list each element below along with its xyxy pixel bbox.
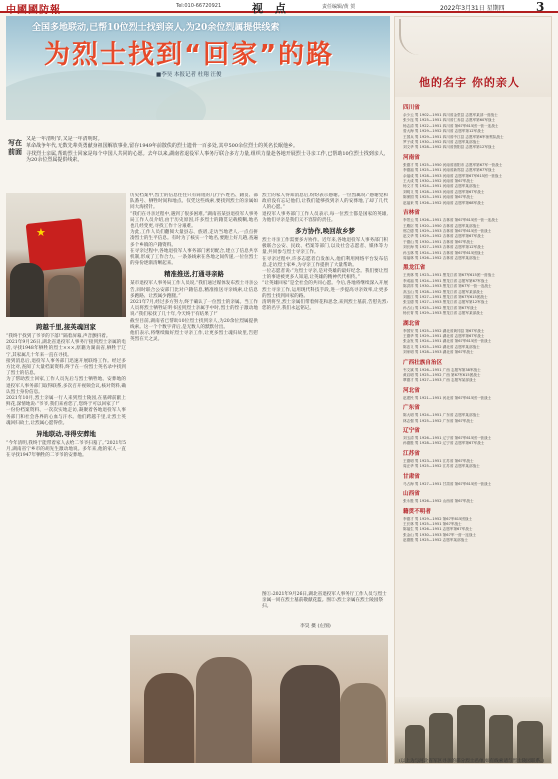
- province-heading: 吉林省: [403, 210, 420, 217]
- paragraph: 退役军人事务部门工作人员表示,每一位烈士都是国家的英雄,为他们寻亲是我们义不容辞的责任。: [262, 211, 388, 223]
- photo-credit: 李昊 摄 (左图): [300, 624, 331, 629]
- person-silhouette: [280, 665, 340, 763]
- province-heading: 四川省: [403, 105, 420, 111]
- martyr-entry: 周正华 男 1925—1952 江苏省 志愿军某部战士: [403, 464, 480, 469]
- memorial-statue-photo: [395, 697, 552, 764]
- martyr-entry: 孙德胜 男 1928—1952 辽宁省 志愿军第67军战士: [403, 441, 485, 446]
- branch-decoration: [399, 19, 429, 55]
- martyr-entry: 周福林 男 1926—1952 吉林省 志愿军某部战士: [403, 255, 480, 260]
- martyr-entry: 刘振江 男 1927—1951 黑龙江省 第67军615团战士: [403, 294, 488, 299]
- section-title: 视 点: [252, 2, 290, 15]
- martyr-entry: 于德山 男 1930—1951 吉林省 第67军战士: [403, 239, 474, 244]
- photo-flag-ceremony: [6, 193, 126, 317]
- martyr-entry: 陈保国 男 1925—1951 河南省 第67军战士: [403, 195, 474, 200]
- province-heading: 黑龙江省: [403, 265, 426, 272]
- lead-paragraph: 寻找烈士亲属,帮助烈士回家是每个中国人共同的心愿。去年以来,湖南省退役军人事务厅联合多方力量,组织力量赴各地开展烈士寻亲工作,已帮助10位烈士找到亲人,为20余位烈属提供线索。: [26, 150, 386, 164]
- editor-credit: 责任编辑/黄 贺: [322, 4, 356, 10]
- martyr-entry: 王德明 男 1923—1951 江苏省 第67军战士: [403, 458, 474, 463]
- martyr-entry: 杨文才 男 1924—1951 河南省 志愿军某部战士: [403, 184, 480, 189]
- martyr-entry: 王国兵 男 1929—1951 四川省中江县 志愿军第6军侦察队战士: [403, 134, 504, 139]
- martyr-entry: 张德才 男 1925—1950 河南省洛阳市 志愿军第67军一营战士: [403, 162, 503, 167]
- main-headline: 为烈士找到“回家”的路: [44, 40, 335, 70]
- martyr-entry: 刘文华 男 1928—1952 四川省资阳县 志愿军第12军战士: [403, 145, 496, 150]
- martyr-entry: 高玉山 男 1928—1952 黑龙江省 志愿军某部战士: [403, 289, 484, 294]
- province-heading: 广东省: [403, 405, 420, 412]
- star-icon: ★: [36, 226, 46, 239]
- statue-silhouette: [457, 705, 485, 764]
- newspaper-logo: 中國國防報: [6, 5, 61, 16]
- province-heading: 甘肃省: [403, 473, 420, 480]
- province-heading: 籍贯不明者: [403, 508, 431, 515]
- paragraph: “让英雄回家”是全社会的共同心愿。今后,各地将继续深入开展烈士寻亲工作,运用现代科技手段,进一步提高寻亲效率,让更多的烈士找到回家的路。: [262, 281, 388, 299]
- paragraph: 接到消息后,退役军人事务部门迅速开展联络工作。经过多方比对,查阅了大量档案资料,终于在一份烈士英名录中找到了烈士的信息。: [6, 358, 126, 377]
- province-heading: 河南省: [403, 154, 420, 161]
- martyr-entry: 张金山 男 1930—1953 第67军一营一连战士: [403, 532, 477, 537]
- province-heading: 江苏省: [403, 450, 420, 457]
- person-silhouette: [340, 683, 386, 763]
- martyr-entry: 陈洪祥 男 1930—1953 黑龙江省 第67军一营一连战士: [403, 284, 492, 289]
- martyr-entry: 罗子成 男 1930—1952 四川省 志愿军某部战士: [403, 140, 480, 145]
- martyr-entry: 王长林 男 1925—1951 第67军战士: [403, 521, 462, 526]
- photo-caption: [262, 592, 388, 611]
- sidebar-title: 他的名字 你的亲人: [419, 76, 520, 89]
- martyr-entry: 林志强 男 1925—1952 广东省 第67军战士: [403, 418, 474, 423]
- lead-label: 写在前面: [8, 138, 22, 156]
- martyr-entry: 邢立德 男 1929—1953 吉林省 第67军615团一营战士: [403, 228, 492, 233]
- lead-paragraph: 又是一年清明节,又是一年清明时。: [26, 136, 103, 142]
- paragraph: 清明将至,烈士亲属们带着鲜花和思念,来到烈士墓前,告慰先烈:您的名字,我们永远铭记。: [262, 300, 388, 312]
- paragraph: 在寻亲过程中,许多志愿者自发加入,他们利用网络平台发布信息,走访烈士家乡,为寻亲工作提供了大量帮助。: [262, 256, 388, 268]
- martyr-entry: 韦文斌 男 1926—1951 广西 志愿军第38军战士: [403, 367, 481, 372]
- paragraph: 截至目前,湖南省已帮助10位烈士找到亲人,为20余位烈属提供线索。这一个个数字背后,是无数人的默默付出。: [130, 318, 258, 330]
- phone-number: Tel:010-66720921: [176, 3, 222, 9]
- martyr-entry: 陈忠义 男 1925—1952 湖北省 志愿军某部战士: [403, 344, 480, 349]
- martyr-entry: 李国安 男 1925—1952 湖北省黄冈县 第67军战士: [403, 328, 485, 333]
- lead-text: [26, 136, 386, 186]
- paragraph: 2021年9月26日,湖北省退役军人事务厅接到烈士亲属的电话,寻找1948年牺牲的烈士×××,原籍为湖南省,牺牲于辽宁,其家属几十年来一直在寻找。: [6, 340, 126, 358]
- sidebar-martyr-list: [394, 16, 552, 764]
- subhead: 跨越千里,接英魂回家: [36, 323, 96, 331]
- province-heading: 湖北省: [403, 320, 420, 327]
- martyr-entry: 杨志清 男 1922—1951 四川省 第67军615团一营一连战士: [403, 123, 499, 128]
- subhead: 异地联动,寻得安葬地: [36, 430, 96, 439]
- issue-date: 2022年3月31日 星期四: [440, 5, 505, 12]
- martyr-entry: 陈福生 男 1926—1951 志愿军第67军战士: [403, 527, 473, 532]
- martyr-entry: 赵文华 男 1929—1952 吉林省 志愿军第67军战士: [403, 234, 485, 239]
- person-silhouette: [196, 657, 252, 763]
- photo-family-memorial: [130, 635, 388, 763]
- martyr-entry: 张永胜 男 1926—1952 山西省 第67军战士: [403, 499, 474, 504]
- martyr-entry: 赵福来 男 1926—1952 河南省 志愿军第68军战士: [403, 200, 485, 205]
- paragraph: 历史档案中,烈士的信息往往只有简短的几行字:姓名、籍贯、部队番号、牺牲时间和地点。仅凭这些线索,要找到烈士的亲属如同大海捞针。: [130, 193, 258, 211]
- martyr-entry: 王殿臣 男 1920—1950 吉林省 志愿军某部战士: [403, 223, 480, 228]
- martyr-entry: 曾大海 男 1929—1952 四川省 志愿军第12军战士: [403, 129, 485, 134]
- martyr-entry: 马占海 男 1927—1951 甘肃省 第67军615团一营战士: [403, 481, 492, 486]
- person-silhouette: [48, 275, 80, 317]
- martyr-entry: 刘玉清 男 1926—1951 辽宁省 第67军615团一营战士: [403, 436, 492, 441]
- martyr-entry: 李德福 男 1925—1951 河南省新郑县 志愿军第67军战士: [403, 168, 496, 173]
- caption-text: 图①:2021年9月26日,湖北省退役军人事务厅工作人员与烈士亲属一同在烈士墓前敬献花篮。图②:烈士亲属在烈士陵园祭扫。: [262, 592, 387, 610]
- paragraph: 在寻亲过程中,各地退役军人事务部门密切配合,建立了信息共享机制,形成了工作合力。一条条线索在各地之间传递,一位位烈士的身份逐渐清晰起来。: [130, 248, 258, 267]
- paragraph: 烈士寻亲工作需要多方协作。近年来,各地退役军人事务部门积极联合公安、民政、档案等部门,以及社会志愿者、媒体等力量,共同参与烈士寻亲工作。: [262, 238, 388, 256]
- martyr-entry: 刘家明 男 1928—1953 湖北省 第67军战士: [403, 350, 474, 355]
- headline-kicker: 全国多地联动,已帮10位烈士找到亲人,为20余位烈属提供线索: [32, 23, 280, 33]
- hero-banner: [6, 16, 390, 120]
- martyr-entry: 张金发 男 1924—1951 湖北省 第67军615团一营战士: [403, 339, 492, 344]
- page-number: 3: [536, 0, 545, 14]
- martyr-entry: 张宝德 男 1927—1953 黑龙江省 志愿军第12军战士: [403, 300, 488, 305]
- subhead: 多方协作,唤回故乡梦: [295, 227, 355, 236]
- paragraph: 烈士的家人得知消息后,纷纷表示感谢。一位烈属说:“感谢党和政府没有忘记他们,让我们能够找到亲人的安葬地,了却了几代人的心愿。”: [262, 193, 388, 211]
- martyr-entry: 张少连 男 1925—1951 四川省仁寿县 志愿军第60军战士: [403, 118, 496, 123]
- martyr-entry: 李成福 男 1924—1951 黑龙江省 志愿军第67军战士: [403, 278, 488, 283]
- province-heading: 广西壮族自治区: [403, 359, 443, 366]
- article-column-3: [262, 193, 388, 589]
- paragraph: 2021年10月,烈士亲属一行人来到烈士陵园,在墓碑前献上鲜花,深情地说:“爷爷,我们来看您了,您终于可以回家了!”: [6, 396, 126, 408]
- paragraph: 为此,工作人员们翻阅大量县志、族谱,走访当地老人,一点点拼凑烈士的生平信息。有时为了核实一个地名,要跑上好几趟,查遍多个乡镇的户籍资料。: [130, 230, 258, 248]
- martyr-entry: 刘长海 男 1927—1953 吉林省 志愿军第12军战士: [403, 245, 485, 250]
- paragraph: 为了帮助烈士回家,工作人员先后与烈士牺牲地、安葬地的退役军人事务部门取得联系,多次召开视频会议,核对资料,确认烈士身份信息。: [6, 377, 126, 395]
- martyr-entry: 陈大明 男 1924—1951 广东省 志愿军某部战士: [403, 413, 480, 418]
- martyr-name-list: [403, 101, 549, 544]
- person-silhouette: [10, 263, 44, 317]
- statue-silhouette: [489, 715, 513, 764]
- paragraph: 一份份档案资料、一次次实地走访,凝聚着各地退役军人事务部门和社会各界的心血与汗水。他们跨越千里,让烈士英魂回归故土,让烈属心愿得偿。: [6, 408, 126, 426]
- article-column-1: [6, 320, 126, 764]
- martyr-entry: 刘明义 男 1928—1953 河南省 志愿军第67军战士: [403, 189, 485, 194]
- byline: ■李昊 本报记者 杜翔 汪俊: [156, 72, 222, 78]
- subhead: 精准推送,打通寻亲路: [164, 270, 224, 279]
- statue-silhouette: [517, 721, 543, 764]
- martyr-entry: 孙玉林 男 1924—1951 吉林省 第67军615团战士: [403, 250, 485, 255]
- person-silhouette: [84, 255, 122, 317]
- martyr-entry: 余少云 男 1902—1951 四川省金堂县 志愿军某部一营战士: [403, 113, 498, 117]
- paragraph: “我终于找到了爷爷的下落!”隔着屏幕,声音颤抖着。: [6, 334, 111, 339]
- paragraph: 他们表示,将继续做好烈士寻亲工作,让更多烈士魂归故里,告慰英烈在天之灵。: [130, 331, 258, 343]
- martyr-entry: 赵建民 男 1921—1951 河北省 第67军615团一营战士: [403, 395, 492, 400]
- martyr-entry: 黄启明 男 1925—1952 广西 第67军615团战士: [403, 373, 481, 378]
- paragraph: “今年清明,我终于能带着家人去给二爷爷扫墓了。”2021年5月,湖南省宁乡市的胡先生激动地说。多年来,他的家人一直在寻找1947年牺牲的二爷爷的安葬地。: [6, 441, 126, 459]
- statue-silhouette: [429, 713, 453, 764]
- martyr-entry: 杨长青 男 1929—1953 黑龙江省 志愿军某部战士: [403, 311, 484, 316]
- martyr-entry: 覃德才 男 1927—1953 广西 志愿军某部战士: [403, 378, 477, 383]
- martyr-entry: 孙占山 男 1925—1952 黑龙江省 第67军战士: [403, 305, 478, 310]
- martyr-entry: 王大成 男 1930—1952 河南省 第67军战士: [403, 179, 474, 184]
- martyr-entry: 赵德胜 男 1925—1952 志愿军某部战士: [403, 538, 468, 543]
- sidebar-note: (以上为与河北省军区寻亲的部分烈士名单,如有线索请与烈士陵园联系。): [399, 759, 545, 764]
- martyr-entry: 李景云 男 1926—1951 吉林省 第67军615团一营一连战士: [403, 218, 499, 223]
- province-heading: 河北省: [403, 387, 420, 394]
- person-silhouette: [144, 673, 194, 763]
- province-heading: 山西省: [403, 491, 420, 498]
- paragraph: 2021年7月,经过多方努力,终于确认了一位烈士的亲属。当工作人员将烈士牺牲证明书送到烈士亲属手中时,烈士的侄子激动地说:“我们家找了几十年,今天终于有结果了!”: [130, 300, 258, 318]
- paragraph: 某市退役军人事务局工作人员说,“我们通过媒体发布烈士寻亲公告,同时联合公安部门比对户籍信息,精准推送寻亲线索,让信息多跑路、让烈属少跑腿。”: [130, 281, 258, 299]
- paragraph: 一位志愿者说:“为烈士寻亲,是对英雄的最好纪念。我们要让烈士的事迹被更多人知道,让英雄的精神代代相传。”: [262, 269, 388, 281]
- martyr-entry: 王贵林 男 1923—1951 黑龙江省 第67军615团一营战士: [403, 273, 495, 278]
- martyr-entry: 李德才 男 1929—1952 第67军615团战士: [403, 516, 473, 521]
- province-heading: 辽宁省: [403, 428, 420, 435]
- lead-paragraph: 革命战争年代,无数先辈英勇献身祖国解放事业,留存1949年前散佚的烈士遗骨一百多处,其中500余位烈士的英名长眠他乡。: [26, 143, 299, 150]
- paragraph: “我们在寻亲过程中,遇到了很多困难。”湖南省某县退役军人事务局工作人员介绍,由于历史原因,许多烈士的籍贯记载模糊,地名也几经变更,寻找工作十分艰难。: [130, 211, 258, 230]
- martyr-entry: 王德华 男 1929—1951 湖北省 志愿军第67军战士: [403, 334, 485, 338]
- martyr-entry: 余福成 男 1928—1953 河南省 志愿军第67军615团一营战士: [403, 173, 502, 178]
- masthead: [0, 0, 558, 16]
